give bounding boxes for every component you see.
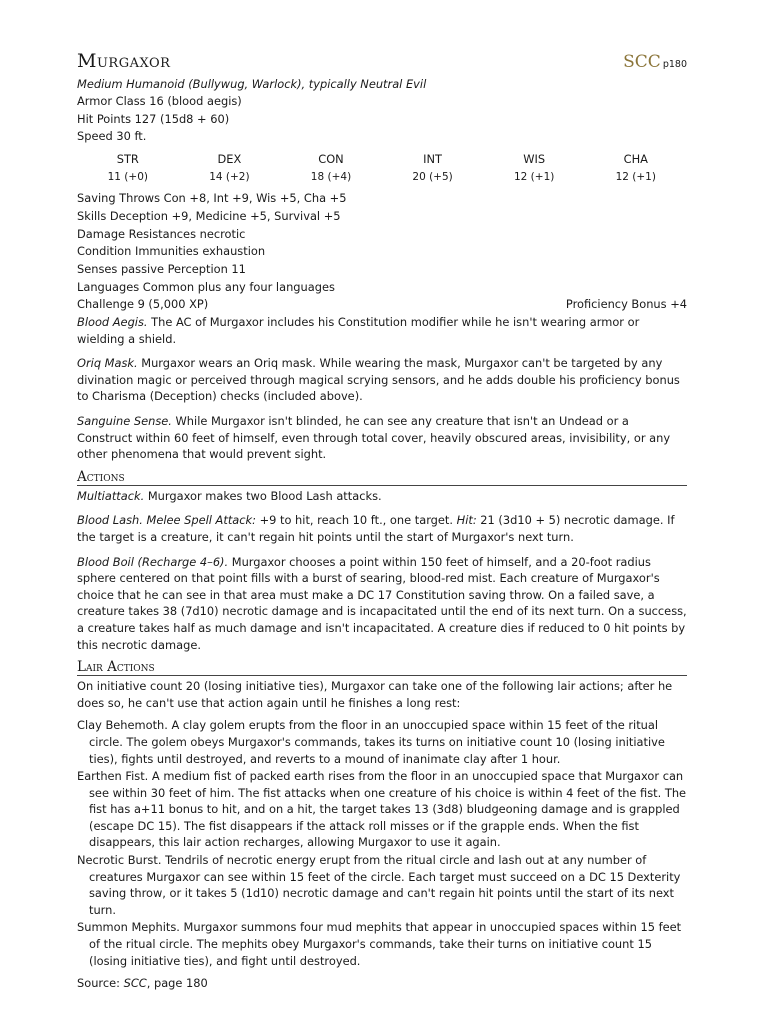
lair-action-clay-behemoth: Clay Behemoth. A clay golem erupts from the floor in an unoccupied space within 15 feet of the ritual circle. The golem obeys Murgaxor's commands, takes its turns on initiative count 10 (losing initiative ties), fights until destroyed, and reverts to a mound of inanimate clay after 1 hour. [77,718,665,766]
action-blood-lash [77,512,687,545]
ability-label: CON [318,152,344,167]
ability-label: WIS [523,152,546,167]
trait-name: Oriq Mask. [77,356,138,371]
condition-immunities: Condition Immunities exhaustion [77,244,266,259]
ability-value: 18 (+4) [310,171,352,184]
source-book: SCC [123,976,147,991]
source-reference [623,52,687,72]
action-multiattack [77,488,687,505]
action-text: Murgaxor chooses a point within 150 feet of himself, and a 20-foot radius sphere centered on that point fills with a burst of searing, blood-red mist. Each creature of Murgaxor's choice that he can see in that area must make a DC 17 Constitution saving throw. On a failed save, a creature takes 38 (7d10) necrotic damage and is incapacitated until the end of its next turn. On a success, a creature takes half as much damage and isn't incapacitated. A creature dies if reduced to 0 hit points by this necrotic damage. [77,554,687,652]
senses: Senses passive Perception 11 [77,261,246,276]
trait-name: Blood Aegis. [77,315,148,330]
ability-label: DEX [217,152,242,167]
trait-oriq-mask [77,355,687,405]
action-name: Multiattack. [77,488,145,503]
proficiency-bonus: Proficiency Bonus +4 [565,297,687,312]
armor-class: Armor Class 16 (blood aegis) [77,94,242,108]
ability-str [77,150,179,186]
ability-con [280,150,382,186]
languages: Languages Common plus any four languages [77,279,335,294]
ability-value: 14 (+2) [209,171,250,184]
trait-blood-aegis [77,314,687,347]
lair-actions-heading: Lair Actions [77,659,687,676]
ability-wis [483,150,585,186]
source-line [77,975,687,992]
lair-intro: On initiative count 20 (losing initiative ties), Murgaxor can take one of the following lair actions; after he does so, he can't use that action again until he finishes a long rest: [77,679,673,710]
hit-text: 21 (3d10 + 5) necrotic damage. If the target is a creature, it can't regain hit points until the start of Murgaxor's next turn. [77,513,675,544]
skills: Skills Deception +9, Medicine +5, Survival +5 [77,208,341,223]
speed: Speed 30 ft. [77,129,147,144]
trait-text: The AC of Murgaxor includes his Constitution modifier while he isn't wearing armor or wielding a shield. [77,315,640,346]
lair-action-summon-mephits: Summon Mephits. Murgaxor summons four mud mephits that appear in unoccupied spaces within 15 feet of the ritual circle. The mephits obey Murgaxor's commands, take their turns on initiative count 15 (losing initiative ties), and fight until destroyed. [77,920,682,968]
attack-text: +9 to hit, reach 10 ft., one target. [255,513,457,528]
ability-value: 12 (+1) [615,171,656,184]
creature-name: Murgaxor [77,50,171,72]
saving-throws: Saving Throws Con +8, Int +9, Wis +5, Cha +5 [77,191,347,206]
trait-sanguine-sense [77,413,687,463]
ability-scores [77,150,687,186]
challenge-row [77,296,687,314]
challenge: Challenge 9 (5,000 XP) [77,297,209,312]
creature-type: Medium Humanoid (Bullywug, Warlock), typically Neutral Evil [77,77,427,91]
actions-heading: Actions [77,469,687,486]
damage-resistances: Damage Resistances necrotic [77,226,246,241]
attack-type: Melee Spell Attack: [146,513,256,528]
ability-value: 12 (+1) [513,171,555,184]
source-code: SCC [623,52,661,72]
trait-text: Murgaxor wears an Oriq mask. While wearing the mask, Murgaxor can't be targeted by any divination magic or perceived through magical scrying sensors, and he adds double his proficiency bonus to Charisma (Deception) checks (included above). [77,356,680,404]
action-blood-boil [77,554,687,654]
ability-label: STR [116,152,139,167]
source-page: p180 [662,59,687,70]
ability-cha [585,150,687,186]
action-name: Blood Boil (Recharge 4–6). [77,554,229,569]
title-row [77,46,687,72]
trait-name: Sanguine Sense. [77,414,172,428]
hit-points: Hit Points 127 (15d8 + 60) [77,111,230,126]
action-name: Blood Lash. [77,513,143,528]
ability-dex [179,150,281,186]
hit-label: Hit: [456,513,477,528]
trait-text: While Murgaxor isn't blinded, he can see any creature that isn't an Undead or a Construct within 60 feet of himself, even through total cover, heavily obscured areas, invisibility, or any other phenomena that would prevent sight. [77,414,671,462]
ability-value: 20 (+5) [412,171,453,184]
ability-value: 11 (+0) [107,171,148,184]
stat-block [77,46,687,992]
ability-label: CHA [623,152,648,167]
source-label: Source: [77,976,124,991]
source-page-ref: , page 180 [146,976,208,991]
ability-int [382,150,484,186]
lair-action-necrotic-burst: Necrotic Burst. Tendrils of necrotic energy erupt from the ritual circle and lash out at any number of creatures Murgaxor can see within 15 feet of the circle. Each target must succeed on a DC 15 Dexterity saving throw, or it takes 5 (1d10) necrotic damage and can't regain hit points until the start of its next turn. [77,853,681,917]
action-text: Murgaxor makes two Blood Lash attacks. [144,488,382,503]
ability-label: INT [423,152,442,167]
lair-action-earthen-fist: Earthen Fist. A medium fist of packed earth rises from the floor in an unoccupied space that Murgaxor can see within 30 feet of him. The fist attacks when one creature of his choice is within 4 feet of the fist. The fist has a+11 bonus to hit, and on a hit, the target takes 13 (3d8) bludgeoning damage and is grappled (escape DC 15). The fist disappears if the attack roll misses or if the grapple ends. When the fist disappears, this lair action recharges, allowing Murgaxor to use it again. [77,769,687,850]
